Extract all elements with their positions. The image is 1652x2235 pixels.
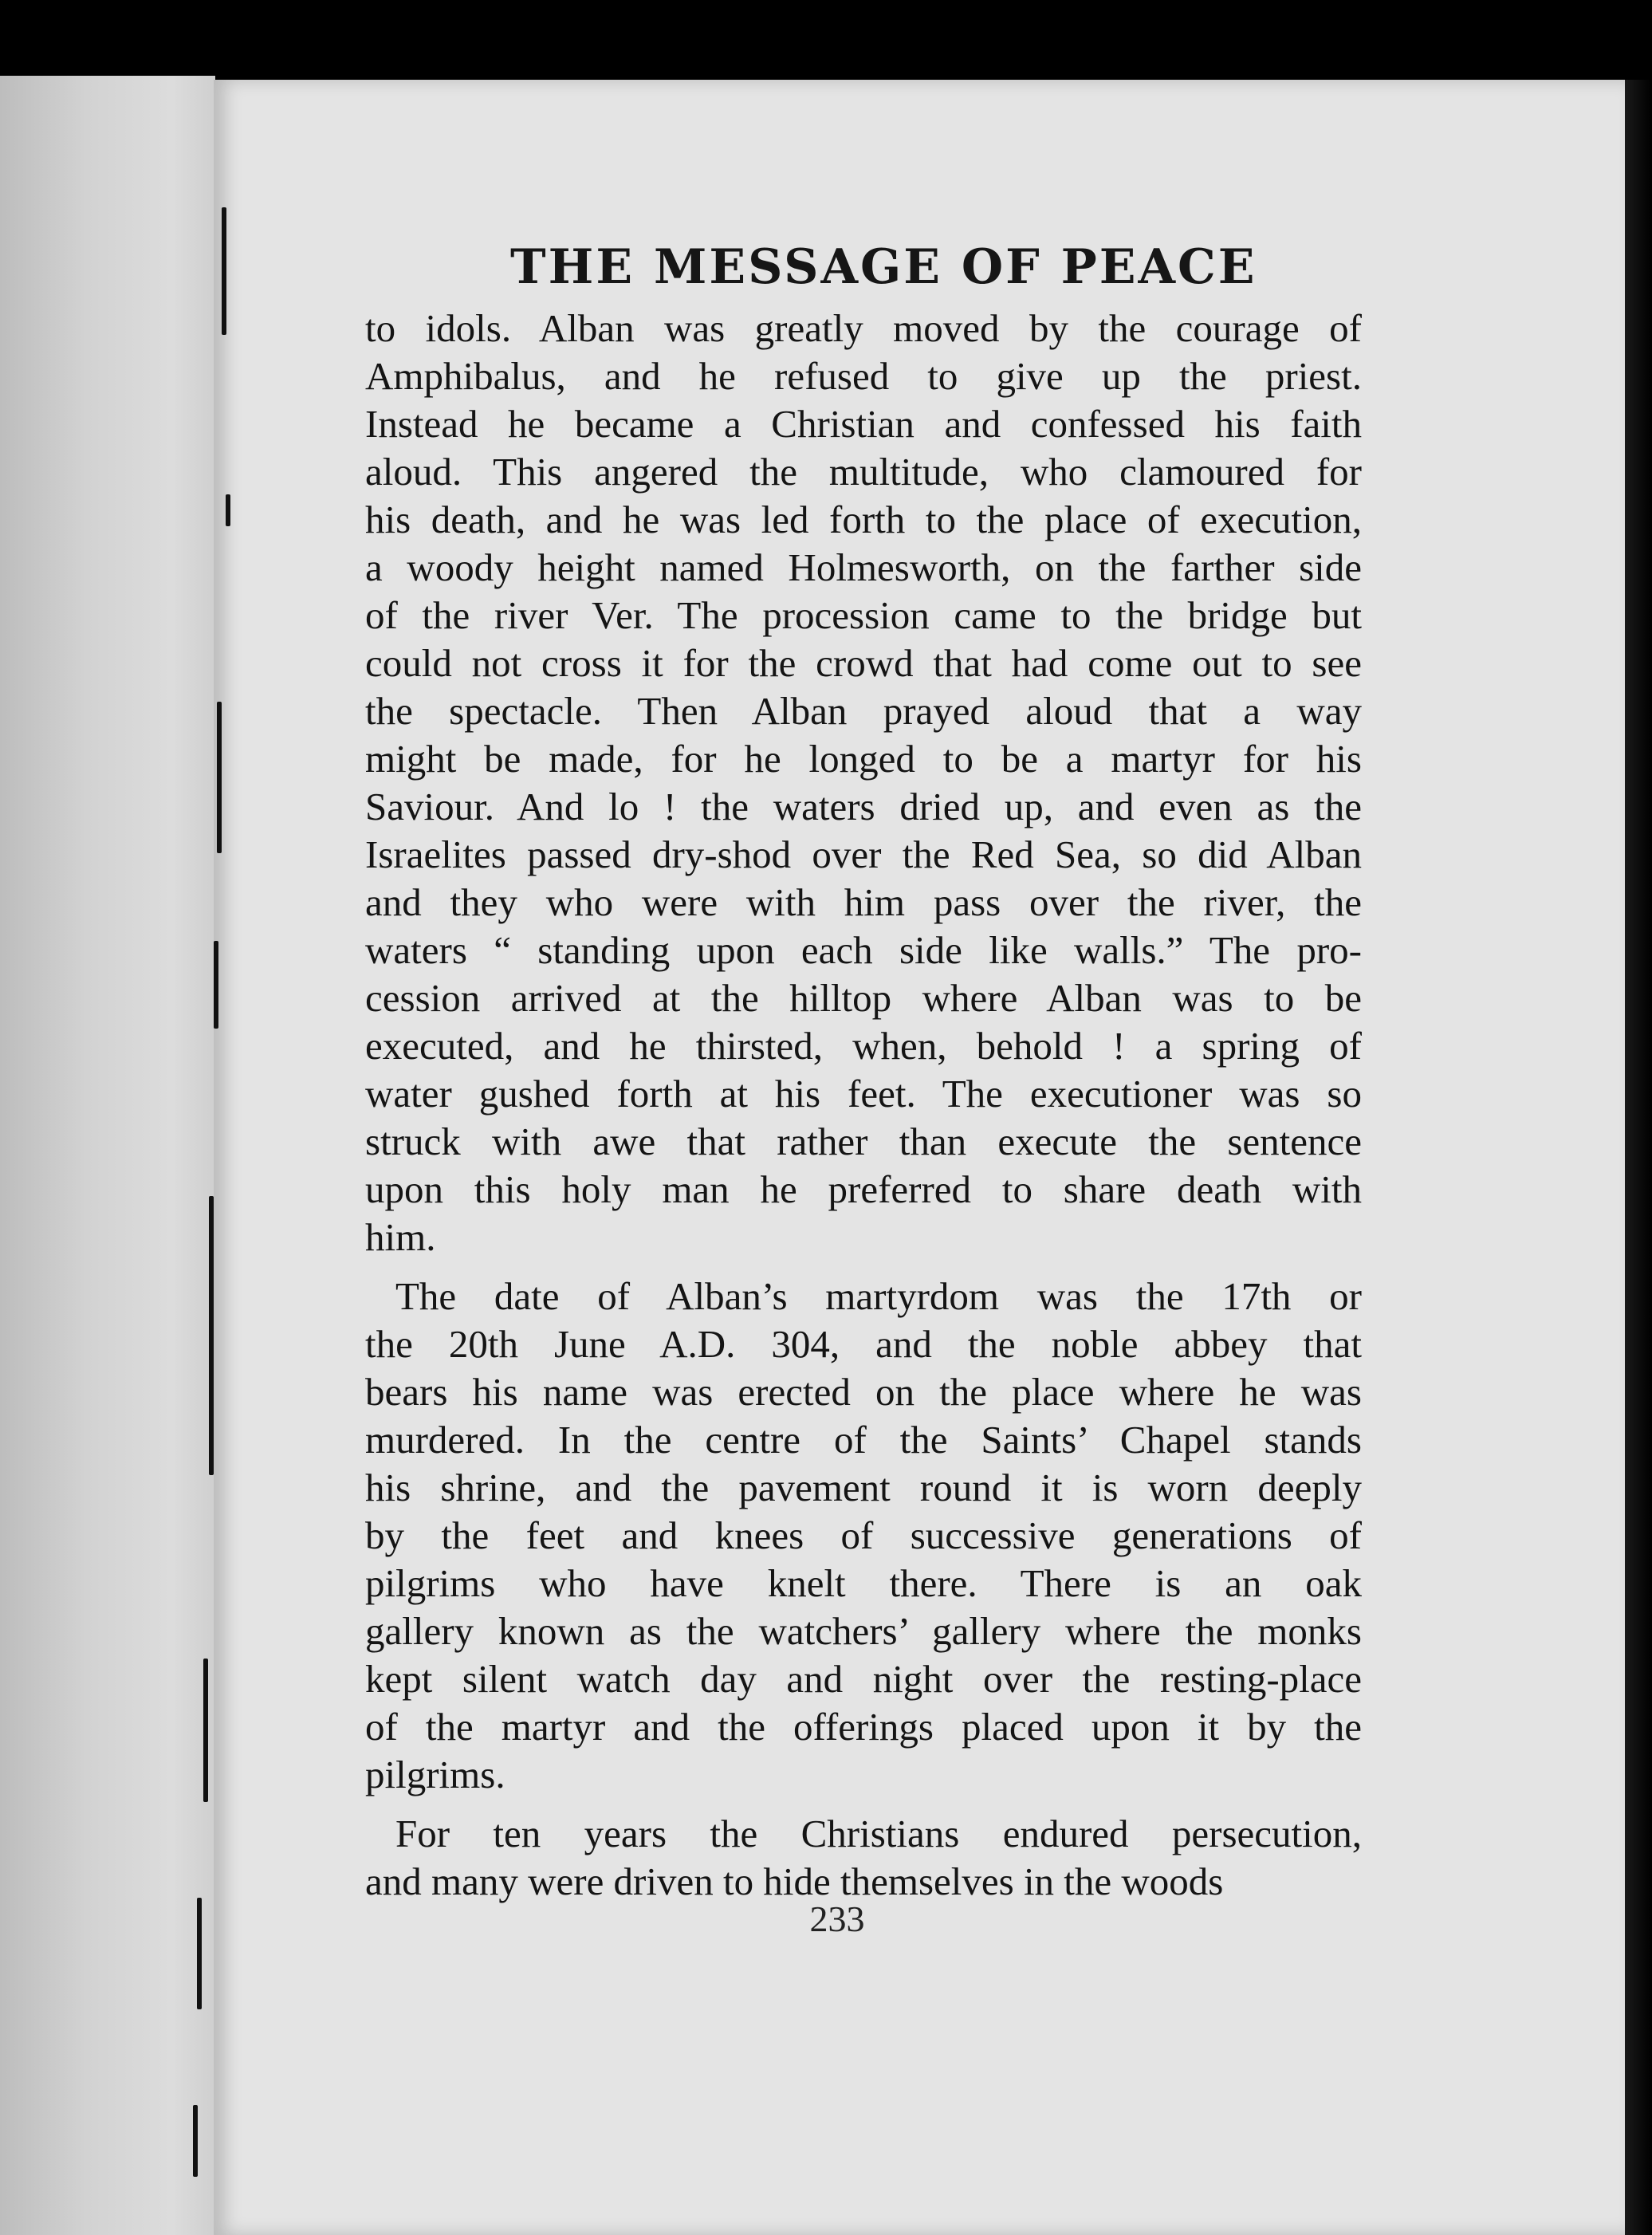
text-line: by the feet and knees of successive generations of bbox=[365, 1513, 1362, 1557]
gutter-mark bbox=[193, 2105, 198, 2177]
text-line: of the river Ver. The procession came to the bridge but bbox=[365, 593, 1362, 637]
page-number: 233 bbox=[809, 1899, 865, 1939]
text-line: pilgrims. bbox=[365, 1753, 505, 1796]
gutter-mark bbox=[197, 1898, 202, 2009]
gutter-mark bbox=[217, 702, 222, 853]
text-line: of the martyr and the offerings placed upon it by the bbox=[365, 1705, 1362, 1749]
text-line: his death, and he was led forth to the place of execution, bbox=[365, 498, 1362, 541]
running-head: THE MESSAGE OF PEACE bbox=[510, 239, 1257, 295]
gutter-mark bbox=[222, 207, 226, 335]
text-line: could not cross it for the crowd that had come out to see bbox=[365, 641, 1362, 685]
text-line: Amphibalus, and he refused to give up the priest. bbox=[365, 354, 1362, 398]
gutter-mark bbox=[203, 1659, 208, 1802]
text-line: bears his name was erected on the place where he was bbox=[365, 1370, 1362, 1414]
gutter-mark bbox=[214, 941, 218, 1029]
text-line: pilgrims who have knelt there. There is an oak bbox=[365, 1561, 1362, 1605]
text-line: Israelites passed dry-shod over the Red Sea, so did Alban bbox=[365, 832, 1362, 876]
text-line: him. bbox=[365, 1215, 436, 1259]
text-line: and they who were with him pass over the river, the bbox=[365, 880, 1362, 924]
text-line: The date of Alban’s martyrdom was the 17th or bbox=[395, 1274, 1362, 1318]
gutter-mark bbox=[209, 1196, 214, 1475]
text-line: kept silent watch day and night over the resting-place bbox=[365, 1657, 1362, 1701]
paragraph-gap bbox=[365, 1261, 1362, 1273]
text-line: a woody height named Holmesworth, on the farther side bbox=[365, 545, 1362, 589]
text-line: water gushed forth at his feet. The executioner was so bbox=[365, 1072, 1362, 1116]
body-text bbox=[365, 305, 1362, 1906]
text-line: For ten years the Christians endured persecution, bbox=[395, 1812, 1362, 1855]
page-edge-shadow bbox=[1625, 80, 1652, 2235]
text-line: the 20th June A.D. 304, and the noble abbey that bbox=[365, 1322, 1362, 1366]
text-line: executed, and he thirsted, when, behold ! a spring of bbox=[365, 1024, 1362, 1068]
text-line: upon this holy man he preferred to share death with bbox=[365, 1167, 1362, 1211]
text-line: to idols. Alban was greatly moved by the courage of bbox=[365, 306, 1362, 350]
text-line: Saviour. And lo ! the waters dried up, and even as the bbox=[365, 785, 1362, 828]
text-line: struck with awe that rather than execute the sentence bbox=[365, 1119, 1362, 1163]
paragraph-gap bbox=[365, 1799, 1362, 1810]
book-gutter bbox=[0, 76, 215, 2235]
text-line: and many were driven to hide themselves in the woods bbox=[365, 1859, 1224, 1903]
text-line: cession arrived at the hilltop where Alban was to be bbox=[365, 976, 1362, 1020]
text-line: might be made, for he longed to be a martyr for his bbox=[365, 737, 1362, 781]
text-line: the spectacle. Then Alban prayed aloud that a way bbox=[365, 689, 1362, 733]
gutter-mark bbox=[226, 494, 230, 526]
text-line: waters “ standing upon each side like walls.” The pro- bbox=[365, 928, 1362, 972]
text-line: murdered. In the centre of the Saints’ Chapel stands bbox=[365, 1418, 1362, 1462]
text-line: Instead he became a Christian and confessed his faith bbox=[365, 402, 1362, 446]
text-line: gallery known as the watchers’ gallery where the monks bbox=[365, 1609, 1362, 1653]
text-line: aloud. This angered the multitude, who clamoured for bbox=[365, 450, 1362, 494]
text-line: his shrine, and the pavement round it is worn deeply bbox=[365, 1466, 1362, 1509]
